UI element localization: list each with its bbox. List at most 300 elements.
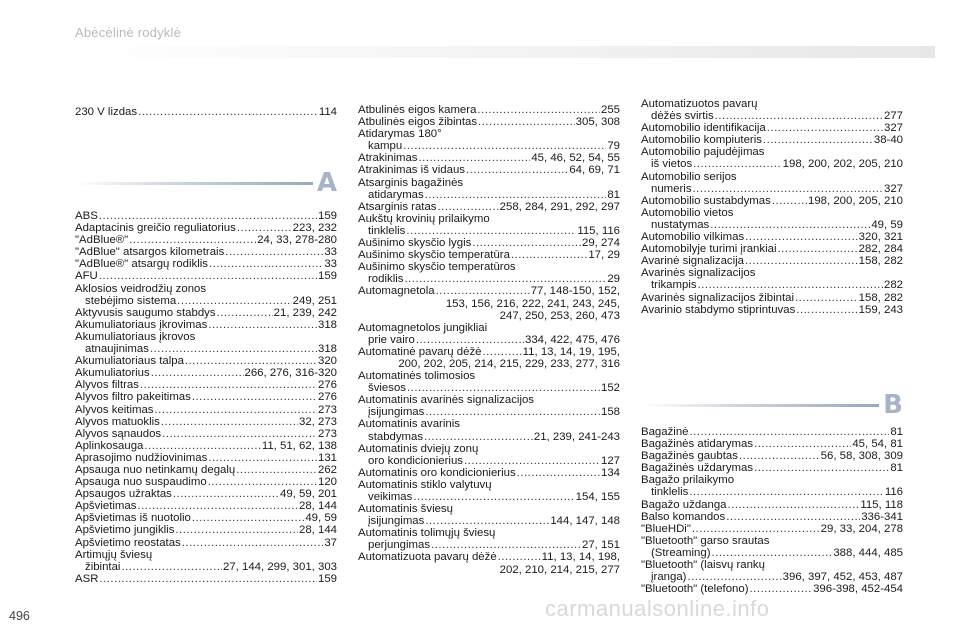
entry-pages: 273 [317, 427, 337, 440]
index-entry [641, 207, 903, 231]
entry-line-with-pages [358, 382, 620, 394]
entry-line-with-pages [75, 573, 337, 585]
entry-term: Automobilio vilkimas [641, 231, 745, 244]
entry-term: "Bluetooth" garso srautas [641, 534, 770, 547]
entry-pages: 29 [607, 273, 620, 286]
dot-leader [151, 367, 244, 379]
index-entry [641, 583, 903, 595]
entry-pages: 49, 59 [871, 218, 903, 231]
index-entry [75, 488, 337, 500]
entry-term: Aušinimo skysčio lygis [358, 237, 472, 250]
index-entry [641, 243, 903, 255]
entry-term: tinklelis [368, 224, 406, 237]
entry-term: Atbulinės eigos žibintas [358, 116, 478, 129]
dot-leader [754, 462, 889, 474]
entry-line-with-pages [75, 476, 337, 488]
dot-leader [208, 452, 317, 464]
entry-term: Alyvos matuoklis [75, 415, 160, 428]
index-entry [358, 346, 620, 370]
index-entry [75, 355, 337, 367]
dot-leader [225, 246, 323, 258]
section-b-rule [641, 404, 879, 407]
entry-heading-line [641, 267, 903, 279]
index-column-1-a [75, 210, 337, 585]
entry-term: tinklelis [651, 486, 689, 499]
entry-pages: 56, 58, 308, 309 [820, 450, 903, 463]
entry-term: Avarinio stabdymo stiprintuvas [641, 303, 796, 316]
entry-term: Apšvietimo jungiklis [75, 524, 175, 537]
dot-leader [693, 183, 883, 195]
entry-term: Automatinis oro kondicionierius [358, 466, 516, 479]
dot-leader [795, 292, 858, 304]
section-b-header [641, 390, 903, 428]
watermark: carmanualsonline.info [545, 596, 770, 621]
entry-term: Automatinės tolimosios [358, 370, 476, 383]
entry-pages: 77, 148-150, 152, [530, 285, 620, 298]
entry-line-with-pages [75, 222, 337, 234]
index-entry [641, 535, 903, 559]
entry-term: Atrakinimas iš vidaus [358, 164, 465, 177]
index-entry [358, 128, 620, 152]
entry-pages: 159 [317, 270, 337, 283]
entry-line-with-pages [75, 464, 337, 476]
entry-term: Avarinės signalizacijos žibintai [641, 291, 795, 304]
index-entry [358, 164, 620, 176]
entry-line-with-pages [358, 491, 620, 503]
entry-term: šviesos [368, 382, 406, 395]
entry-heading-line [358, 177, 620, 189]
entry-line-with-pages [75, 246, 337, 258]
index-entry [358, 237, 620, 249]
entry-pages: 334, 422, 475, 476 [524, 333, 620, 346]
entry-line-with-pages [358, 104, 620, 116]
entry-heading-line [641, 207, 903, 219]
entry-pages: 33 [324, 246, 337, 259]
entry-line-with-pages [641, 499, 903, 511]
index-entry [75, 307, 337, 319]
dot-leader [726, 511, 860, 523]
dot-leader [690, 426, 890, 438]
entry-line-with-pages [75, 391, 337, 403]
entry-line-with-pages [641, 134, 903, 146]
entry-term: atnaujinimas [85, 343, 149, 356]
index-entry [75, 537, 337, 549]
index-entry [641, 511, 903, 523]
entry-heading-line [641, 474, 903, 486]
entry-term: Aktyvusis saugumo stabdys [75, 306, 216, 319]
index-entry [75, 573, 337, 585]
entry-line-with-pages [641, 110, 903, 122]
entry-line-with-pages [358, 539, 620, 551]
index-entry [75, 404, 337, 416]
index-entry [358, 479, 620, 503]
entry-pages: 114 [318, 106, 337, 118]
dot-leader [745, 255, 858, 267]
index-entry [358, 177, 620, 201]
dot-leader [416, 334, 524, 346]
entry-heading-line [358, 479, 620, 491]
index-entry [75, 283, 337, 307]
dot-leader [99, 573, 317, 585]
entry-line-with-pages [358, 164, 620, 176]
index-entry [75, 379, 337, 391]
index-entry [75, 476, 337, 488]
entry-term: "BlueHDi" [641, 522, 691, 535]
dot-leader [155, 404, 317, 416]
index-entry [358, 201, 620, 213]
index-entry [358, 503, 620, 527]
dot-leader [466, 164, 568, 176]
entry-line-with-pages [641, 486, 903, 498]
entry-term: Atrakinimas [358, 152, 418, 165]
index-column-2 [358, 104, 620, 576]
index-entry [75, 512, 337, 524]
entry-heading-line [358, 261, 620, 273]
index-entry [641, 292, 903, 304]
entry-line-with-pages [75, 270, 337, 282]
entry-pages: 223, 232 [292, 222, 337, 235]
entry-term: Automobilio pajudėjimas [641, 146, 765, 159]
index-entry [75, 428, 337, 440]
index-entry [641, 195, 903, 207]
entry-pages: 396, 397, 452, 453, 487 [782, 571, 903, 584]
entry-pages: 79 [607, 140, 620, 153]
entry-line-with-pages [641, 511, 903, 523]
entry-pages: 127 [600, 454, 620, 467]
dot-leader [687, 571, 781, 583]
entry-pages: 64, 69, 71 [569, 164, 620, 177]
dot-leader [129, 234, 256, 246]
index-entry [75, 106, 337, 118]
entry-term: Automagnetolos jungikliai [358, 321, 488, 334]
entry-term: Automatinis dviejų zonų [358, 442, 479, 455]
index-entry [641, 267, 903, 291]
dot-leader [185, 355, 317, 367]
entry-pages: 115, 118 [860, 498, 903, 511]
index-entry [358, 261, 620, 285]
index-column-1-top [75, 106, 337, 118]
entry-term: Bagažinė [641, 426, 689, 438]
entry-pages: 198, 200, 202, 205, 210 [782, 158, 903, 171]
index-entry [75, 258, 337, 270]
entry-term: įsijungimas [368, 406, 425, 419]
dot-leader [236, 464, 317, 476]
entry-pages: 29, 33, 204, 278 [820, 522, 903, 535]
entry-pages: 282 [883, 279, 903, 292]
entry-line-with-pages [75, 210, 337, 222]
entry-pages: 276 [317, 391, 337, 404]
entry-line-with-pages [75, 452, 337, 464]
entry-line-with-pages [358, 467, 620, 479]
entry-pages: 152 [600, 382, 620, 395]
dot-leader [477, 104, 600, 116]
entry-line-with-pages [641, 583, 903, 595]
entry-pages: 158, 282 [858, 255, 903, 268]
entry-pages: 318 [317, 318, 337, 331]
index-entry [75, 234, 337, 246]
index-entry [75, 524, 337, 536]
dot-leader [403, 140, 606, 152]
entry-pages: 249, 251 [292, 294, 337, 307]
entry-heading-line [358, 418, 620, 430]
entry-line-with-pages [75, 234, 337, 246]
index-entry [641, 134, 903, 146]
entry-term: Automobilio sustabdymas [641, 194, 771, 207]
dot-leader [698, 279, 883, 291]
entry-pages: 198, 200, 205, 210 [807, 194, 903, 207]
entry-term: Alyvos keitimas [75, 403, 154, 416]
entry-pages: 320 [317, 355, 337, 368]
entry-line-with-pages [75, 512, 337, 524]
entry-pages: 258, 284, 291, 292, 297 [499, 200, 620, 213]
entry-heading-line [358, 527, 620, 539]
entry-pages: 154, 155 [575, 491, 620, 503]
index-entry [641, 171, 903, 195]
dot-leader [413, 491, 574, 503]
dot-leader [419, 152, 531, 164]
dot-leader [425, 406, 600, 418]
dot-leader [138, 106, 318, 118]
entry-pages-continued: 200, 202, 205, 214, 215, 229, 233, 277, 316 [398, 357, 620, 370]
index-entry [358, 213, 620, 237]
entry-heading-line [358, 503, 620, 515]
entry-line-with-pages [641, 243, 903, 255]
entry-term: oro kondicionierius [368, 454, 463, 467]
entry-term: Automatinis avarinis [358, 418, 460, 431]
entry-term: nustatymas [651, 218, 710, 231]
dot-leader [478, 116, 575, 128]
entry-pages: 336-341 [861, 510, 903, 523]
entry-line-with-pages [641, 523, 903, 535]
entry-term: Alyvos filtras [75, 379, 139, 392]
entry-term: veikimas [368, 491, 413, 503]
entry-line-with-pages [641, 158, 903, 170]
entry-pages: 305, 308 [575, 116, 620, 129]
dot-leader [438, 201, 499, 213]
index-entry [641, 450, 903, 462]
entry-term: rodiklis [368, 273, 404, 286]
entry-term: (Streaming) [651, 546, 711, 559]
entry-line-with-pages [75, 561, 337, 573]
entry-pages: 159 [317, 210, 337, 222]
entry-line-with-pages [75, 319, 337, 331]
index-entry [641, 146, 903, 170]
index-entry [641, 98, 903, 122]
entry-pages: 37 [324, 536, 337, 549]
entry-pages: 262 [317, 463, 337, 476]
entry-term: Alyvos sąnaudos [75, 427, 162, 440]
index-entry [358, 467, 620, 479]
entry-pages: 134 [600, 466, 620, 479]
dot-leader [767, 122, 883, 134]
dot-leader [404, 273, 606, 285]
dot-leader [137, 500, 298, 512]
entry-pages: 21, 239, 241-243 [533, 430, 620, 443]
entry-term: Artimųjų šviesų [75, 548, 153, 561]
dot-leader [431, 539, 581, 551]
entry-line-with-pages [358, 140, 620, 152]
entry-term: Aušinimo skysčio temperatūros [358, 261, 516, 274]
index-entry [75, 222, 337, 234]
dot-leader [424, 431, 533, 443]
entry-term: Akumuliatoriaus talpa [75, 355, 184, 368]
entry-term: "AdBlue®" atsargų rodiklis [75, 258, 208, 271]
dot-leader [763, 134, 873, 146]
entry-heading-line [358, 394, 620, 406]
index-entry [358, 443, 620, 467]
entry-term: Aušinimo skysčio temperatūra [358, 249, 510, 262]
entry-heading-line [358, 443, 620, 455]
dot-leader [161, 416, 298, 428]
dot-leader [140, 379, 317, 391]
entry-pages: 318 [317, 343, 337, 356]
entry-term: Apšvietimas iš nuotolio [75, 512, 191, 525]
entry-term: Bagažinės uždarymas [641, 462, 754, 475]
entry-heading-line [358, 213, 620, 225]
dot-leader [150, 343, 317, 355]
index-column-3-a [641, 98, 903, 316]
entry-line-with-pages [358, 249, 620, 261]
entry-line-with-pages [641, 292, 903, 304]
dot-leader [192, 512, 304, 524]
entry-line-with-pages [75, 295, 337, 307]
entry-pages: 81 [890, 462, 903, 475]
entry-term: žibintai [85, 560, 121, 573]
entry-term: ABS [75, 210, 98, 222]
entry-pages: 17, 29 [588, 249, 620, 262]
index-entry [641, 559, 903, 583]
entry-term: Apsaugos užraktas [75, 488, 172, 501]
entry-term: Automatizuota pavarų dėžė [358, 551, 497, 564]
entry-line-with-pages [75, 258, 337, 270]
entry-line-with-pages [358, 237, 620, 249]
entry-term: AFU [75, 270, 98, 283]
index-entry [358, 116, 620, 128]
entry-line-with-pages [358, 285, 620, 297]
entry-line-with-pages [358, 346, 620, 358]
entry-term: Akumuliatorius [75, 367, 150, 380]
entry-line-with-pages [641, 304, 903, 316]
entry-line-with-pages [641, 547, 903, 559]
entry-term: Alyvos filtro pakeitimas [75, 391, 191, 404]
entry-line-with-pages [358, 431, 620, 443]
dot-leader [209, 258, 323, 270]
entry-term: Apsauga nuo netinkamų degalų [75, 463, 236, 476]
entry-pages: 320, 321 [858, 231, 903, 244]
dot-leader [177, 295, 291, 307]
dot-leader [217, 307, 273, 319]
entry-line-with-pages [358, 334, 620, 346]
dot-leader [425, 189, 607, 201]
entry-term: numeris [651, 182, 692, 195]
entry-heading-line [358, 128, 620, 140]
entry-term: Automobilio kompiuteris [641, 134, 762, 147]
entry-pages: 388, 444, 485 [833, 546, 903, 559]
dot-leader [436, 285, 530, 297]
entry-pages: 158 [600, 406, 620, 419]
entry-term: Automatizuotos pavarų [641, 98, 758, 110]
entry-line-with-pages [641, 219, 903, 231]
entry-line-with-pages [641, 426, 903, 438]
entry-term: Balso komandos [641, 510, 726, 523]
entry-line-with-pages [75, 367, 337, 379]
entry-pages: 81 [890, 426, 903, 438]
entry-heading-line [75, 549, 337, 561]
index-entry [358, 418, 620, 442]
entry-line-with-pages [75, 440, 337, 452]
entry-heading-line [358, 370, 620, 382]
entry-term: įsijungimas [368, 515, 425, 528]
entry-pages: 81 [607, 188, 620, 201]
dot-leader [144, 440, 260, 452]
section-a-rule [75, 182, 313, 185]
entry-term: iš vietos [651, 158, 693, 171]
dot-leader [121, 561, 222, 573]
entry-line-with-pages [641, 231, 903, 243]
entry-line-with-pages [75, 379, 337, 391]
entry-line-with-pages [358, 455, 620, 467]
index-entry [75, 319, 337, 331]
entry-pages: 27, 151 [581, 539, 620, 552]
entry-term: kampu [368, 140, 403, 153]
entry-line-with-pages [75, 537, 337, 549]
entry-pages: 32, 273 [298, 415, 337, 428]
section-letter-b: B [883, 390, 903, 420]
index-entry [75, 452, 337, 464]
entry-term: Atsarginis bagažinės [358, 176, 464, 189]
index-entry [641, 255, 903, 267]
entry-line-with-pages [358, 225, 620, 237]
entry-pages-continued: 153, 156, 216, 222, 241, 243, 245, [445, 297, 620, 310]
entry-term: Aklosios veidrodžių zonos [75, 282, 207, 295]
header-rule [75, 46, 935, 58]
entry-pages: 29, 274 [581, 237, 620, 250]
entry-pages: 396-398, 452-454 [813, 583, 903, 596]
entry-term: Automobilyje turimi įrankiai [641, 243, 777, 256]
entry-line-with-pages [641, 462, 903, 474]
entry-line-with-pages [75, 500, 337, 512]
dot-leader [710, 219, 870, 231]
entry-term: Aprasojimo nudžiovinimas [75, 451, 208, 464]
entry-line-with-pages [75, 416, 337, 428]
entry-line-with-pages [641, 183, 903, 195]
index-entry [358, 551, 620, 575]
dot-leader [406, 225, 576, 237]
entry-line-with-pages [358, 273, 620, 285]
dot-leader [692, 523, 820, 535]
entry-pages: 27, 144, 299, 301, 303 [222, 560, 337, 573]
entry-heading-line [641, 146, 903, 158]
entry-line-with-pages [358, 551, 620, 563]
entry-line-with-pages [358, 201, 620, 213]
entry-term: Apšvietimas [75, 500, 137, 513]
entry-term: dėžės svirtis [651, 110, 714, 123]
index-entry [75, 331, 337, 355]
entry-term: Atbulinės eigos kamera [358, 104, 477, 116]
entry-term: "Bluetooth" (laisvų rankų [641, 559, 765, 572]
entry-term: Avarinė signalizacija [641, 255, 744, 268]
entry-pages: 24, 33, 278-280 [257, 234, 337, 247]
entry-pages: 38-40 [873, 134, 903, 147]
dot-leader [208, 319, 317, 331]
entry-pages: 131 [317, 451, 337, 464]
section-a-header [75, 168, 337, 206]
dot-leader [745, 231, 857, 243]
index-column-3-b [641, 426, 903, 595]
entry-line-with-pages [641, 279, 903, 291]
index-entry [641, 438, 903, 450]
section-letter-a: A [316, 168, 337, 198]
